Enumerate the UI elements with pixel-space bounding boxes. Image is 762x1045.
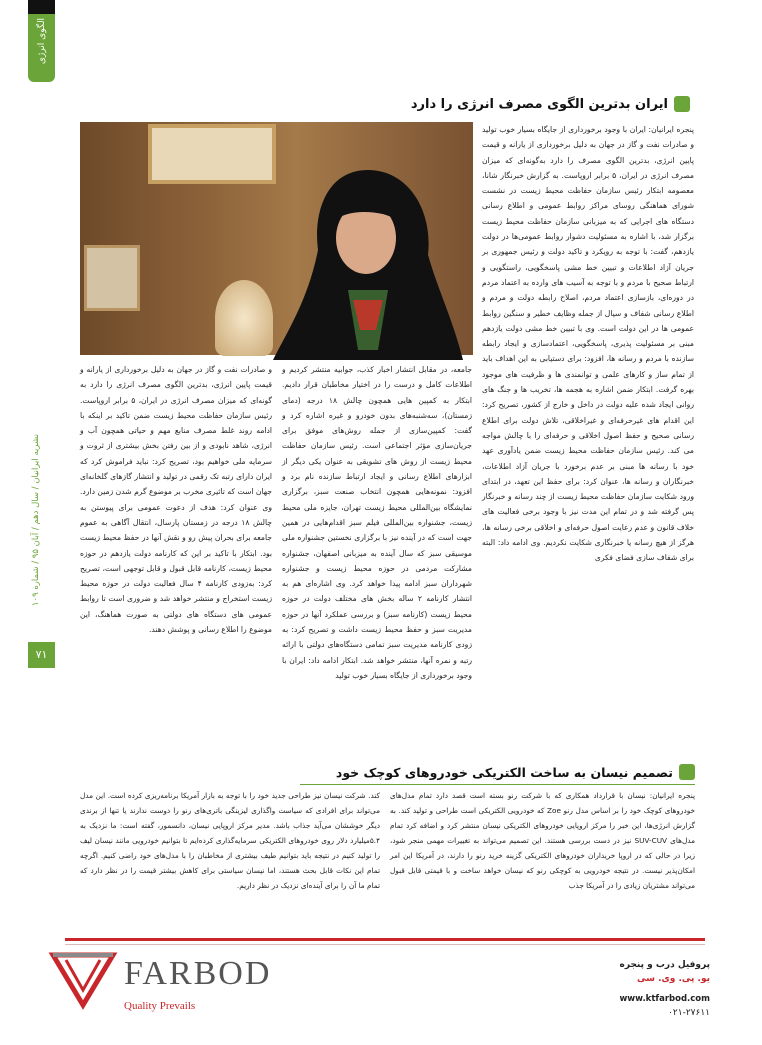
sidebar-black-strip bbox=[28, 0, 55, 14]
article2-column-right: پنجره ایرانیان: نیسان با قرارداد همکاری که با شرکت رنو بسته است قصد دارد تمام مدل‌های خودروهای کوچک خود را بر اساس مدل رنو Zoe که خودرویی الکتریکی است طراحی و تولید کند. به گزارش انرژی‌ها، این خبر را مرکز اروپایی خودروهای الکتریکی نیسان منتشر کرد و اضافه کرد تمام مدل‌های SUV-CUV نیز در دست بررسی هستند. این تصمیم می‌تواند به تغییرات مهمی منجر شود، زیرا در حالی که در اروپا خریداران خودروهای الکتریکی گزینه خرید رنو را دارند، در آمریکا این امر امکان‌پذیر نیست. در نتیجه خودرویی به کوچکی رنو که نیسان خواهد ساخت و با قیمتی قابل قبول می‌تواند مشتریان زیادی را در آمریکا جذب bbox=[390, 791, 695, 890]
wall-frame bbox=[84, 245, 140, 311]
article1-column-left: و صادرات نفت و گاز در جهان به دلیل برخورداری از یارانه و قیمت پایین انرژی، بدترین الگوی مصرف انرژی را دارد به گونه‌ای که میزان مصرف انرژی در ایران، ۵ برابر اروپاست. رئیس سازمان حفاظت محیط زیست ضمن تاکید بر اینکه با ادامه روند غلط مصرف منابع مهم و حیاتی همچون آب و انرژی، شاهد نابودی و از بین رفتن بخش بیشتری از ثروت و سرمایه ملی خواهیم بود، تصریح کرد: نباید فراموش کرد که ایران دارای رتبه تک رقمی در تولید و انتشار گازهای گلخانه‌ای جهان است که تاثیری مخرب بر موضوع گرم شدن زمین دارد. وی عنوان کرد: هدف از دعوت عمومی برای پیوستن به چالش ۱۸ درجه در زمستان پارسال، انتقال آگاهی به عموم جامعه برای بحران پیش رو و نقش آنها در حفظ محیط زیست بود. ابتکار با تاکید بر این که کارنامه دولت یازدهم در حوزه محیط زیست، کارنامه قابل قبول و قابل توجهی است، تصریح کرد: به‌زودی کارنامه ۴ سال فعالیت دولت در حوزه محیط زیست استخراج و منتشر خواهد شد و ضروری است تا روابط عمومی های دستگاه های دولتی به صورت هماهنگ، این موضوع را اطلاع رسانی و پوشش دهند. bbox=[80, 365, 272, 635]
farbod-logo-icon bbox=[48, 950, 118, 1010]
footer-brand: FARBOD bbox=[124, 955, 272, 992]
article-bullet-icon bbox=[679, 764, 695, 780]
article2-heading bbox=[300, 760, 695, 785]
footer-product-types: یو. پی. وی. سی bbox=[637, 974, 710, 984]
footer-phone: ۰۲۱-۲۷۶۱۱ bbox=[668, 1008, 710, 1018]
footer-divider bbox=[65, 938, 705, 941]
article-bullet-icon bbox=[674, 96, 690, 112]
section-label: الگوی انرژی bbox=[36, 17, 47, 65]
article1-title: ایران بدترین الگوی مصرف انرژی را دارد bbox=[410, 96, 668, 112]
wall-painting bbox=[148, 124, 276, 184]
portrait-figure bbox=[268, 160, 468, 360]
article1-column-right: پنجره ایرانیان: ایران با وجود برخورداری از جایگاه بسیار خوب تولید و صادرات نفت و گاز در جهان به دلیل برخورداری از یارانه و قیمت پایین انرژی، بدترین الگوی مصرف را دارد به‌گونه‌ای که میزان مصرف انرژی در ایران، ۵ برابر اروپاست. به گزارش خبرنگار شانا، معصومه ابتکار رئیس سازمان حفاظت محیط زیست در نشست شورای هماهنگی روسای مراکز روابط عمومی و اطلاع رسانی دستگاه های اجرایی که به میزبانی سازمان حفاظت محیط زیست برگزار شد، با اشاره به مسئولیت دشوار روابط عمومی‌ها در دولت یازدهم، گفت: با توجه به رویکرد و تاکید دولت و رئیس جمهوری بر جریان آزاد اطلاعات و تبیین خط مشی پاسخگویی، راستگویی و ارتباط صحیح با مردم و با توجه به آسیب های وارده به اعتماد مردم در دوره‌ای، بازسازی اعتماد مردم، اصلاح رابطه دولت و مردم و اطلاع رسانی شفاف و سیال از جمله وظایف خطیر و سنگین روابط عمومی ها در این دولت است. وی با تبیین خط مشی دولت یازدهم مبنی بر مسئولیت پذیری، پاسخگویی، اعتمادسازی و ایجاد رابطه سازنده با مردم و رسانه ها، افزود: برای دستیابی به این اهداف باید از تمام ساز و کارهای علمی و توانمندی ها و ظرفیت های موجود بهره گرفت. ابتکار ضمن اشاره به هجمه ها، تخریب ها و جنگ های روانی ایجاد شده علیه دولت در داخل و خارج از کشور، تصریح کرد: این اقدام های غیرحرفه‌ای و غیراخلاقی، تلاش دولت برای اطلاع رسانی صحیح و حفظ اصول اخلاقی و حرفه‌ای را با چالش مواجه می کند. رئیس سازمان حفاظت محیط زیست ضمن یادآوری عهد خود با رسانه ها مبنی بر عدم برخورد با جریان آزاد اطلاعات، خبرنگاران و رسانه ها، عنوان کرد: برای حفظ این تعهد، در ابتدای ورود شکایت سازمان حفاظت محیط زیست از چند رسانه و خبرنگار پس گرفته شد و در تمام این مدت نیز با وجود برخی فعالیت های خلاف قانون و عدم رعایت اصول حرفه‌ای و اخلاقی برخی رسانه ها، هرگز از هیچ رسانه یا خبرنگاری شکایت نکردیم. وی ادامه داد: البته برای شفاف سازی فضای فکری bbox=[482, 125, 694, 563]
page-number: ۷۱ bbox=[28, 642, 55, 668]
issue-info bbox=[26, 350, 46, 690]
article1-heading bbox=[300, 92, 690, 116]
article2-title: تصمیم نیسان به ساخت الکتریکی خودروهای کوچک خود bbox=[335, 764, 673, 780]
table-lamp bbox=[215, 280, 273, 356]
footer-tagline: Quality Prevails bbox=[124, 1000, 196, 1012]
footer-website[interactable]: www.ktfarbod.com bbox=[619, 994, 710, 1004]
footer-product-line: پروفیل درب و پنجره bbox=[619, 960, 710, 970]
article2-column-left: کند. شرکت نیسان نیز طراحی جدید خود را با توجه به بازار آمریکا برنامه‌ریزی کرده است. این مدل می‌تواند برای افرادی که سیاست واگذاری لیزینگی باتری‌های رنو را دوست ندارند یا تنها از برندی دیگر خوششان می‌آید جذاب باشد. مدیر مرکز اروپایی نیسان، دانسمور، گفته است: ما نزدیک به ۵.۴میلیارد دلار روی خودروهای الکتریکی سرمایه‌گذاری کرده‌ایم تا بتوانیم خودرویی مانند نیسان لیف را تولید کنیم در نتیجه باید بتوانیم طیف بیشتری از مخاطبان را با مدل‌های خود راضی کنیم. اگرچه تمام این نکات قابل بحث هستند، اما نیسان سیاستی برای کاهش بیشتر قیمت را در نظر دارد که تمام ما آن را برای آینده‌ای نزدیک در نظر داریم. bbox=[80, 791, 380, 890]
footer-thin-line bbox=[65, 944, 705, 945]
issue-line: نشریه ایرانیان / سال دهم / آبان ۹۵ / شماره ۱۰۹ bbox=[31, 433, 41, 607]
article1-column-middle: جامعه، در مقابل انتشار اخبار کذب، جوابیه منتشر کردیم و اطلاعات کامل و درست را در اختیار مخاطبان قرار دادیم. ابتکار به کمپین هایی همچون چالش ۱۸ درجه (دمای زمستان)، سه‌شنبه‌های بدون خودرو و غیره اشاره کرد و گفت: کمپین‌سازی از جمله روش‌های موفق برای جریان‌سازی مؤثر اجتماعی است. رئیس سازمان حفاظت محیط زیست از روش های تشویقی به عنوان یکی دیگر از ابزارهای اطلاع رسانی و ایجاد ارتباط سازنده نام برد و افزود: نمونه‌هایی همچون انتخاب صنعت سبز، برگزاری نمایشگاه بین‌المللی محیط زیست تهران، جایزه ملی محیط زیست، جشنواره بین‌المللی فیلم سبز اقدام‌هایی در همین جهت است که در آینده نیز با برگزاری نخستین جشنواره ملی موسیقی سبز که سال آینده به میزبانی اصفهان، جشنواره مشارکت مردمی در حوزه محیط زیست و جشنواره شهرداران سبز ادامه پیدا خواهد کرد. وی اشاره‌ای هم به انتشار کارنامه ۲ ساله بخش های مختلف دولت در حوزه محیط زیست (کارنامه سبز) و بررسی عملکرد آنها در حوزه مدیریت سبز و حفظ محیط زیست داشت و تصریح کرد: به زودی کارنامه مدیریت سبز تمامی دستگاه‌های دولتی با ارائه رتبه و نمره آنها، منتشر خواهد شد. ابتکار ادامه داد: ایران با وجود برخورداری از جایگاه بسیار خوب تولید bbox=[282, 365, 472, 680]
